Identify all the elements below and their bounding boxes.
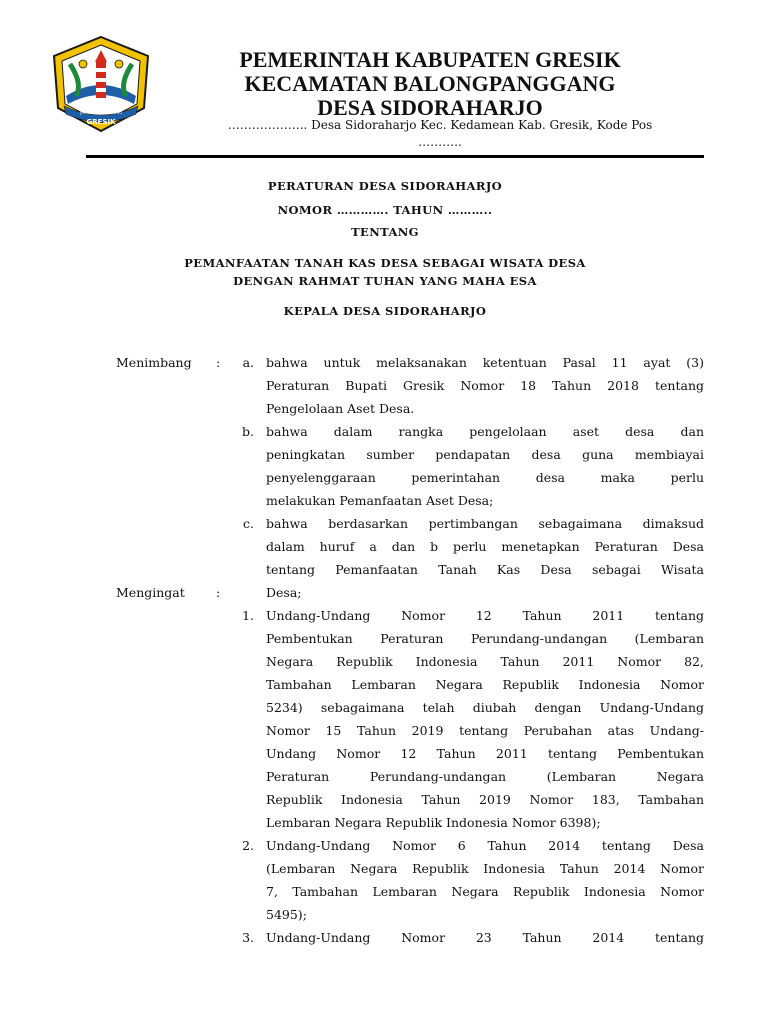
regulation-invocation: DENGAN RAHMAT TUHAN YANG MAHA ESA (233, 274, 537, 288)
menimbang-item-b-marker: b. (242, 424, 254, 439)
menimbang-item-a-line: Peraturan Bupati Gresik Nomor 18 Tahun 2018 tentang (266, 378, 704, 393)
mengingat-item-1-line: Nomor 15 Tahun 2019 tentang Perubahan atas Undang- (266, 723, 704, 738)
mengingat-item-1-line: Republik Indonesia Tahun 2019 Nomor 183, Tambahan (266, 792, 704, 807)
mengingat-item-1-line: Undang-Undang Nomor 12 Tahun 2011 tentang (266, 608, 704, 623)
mengingat-item-2-marker: 2. (242, 838, 254, 853)
header-address-line2: ……….. (418, 135, 462, 149)
mengingat-item-1-line: Negara Republik Indonesia Tahun 2011 Nomor 82, (266, 654, 704, 669)
menimbang-item-a-line: bahwa untuk melaksanakan ketentuan Pasal 11 ayat (3) (266, 355, 704, 370)
menimbang-item-b-line: peningkatan sumber pendapatan desa guna membiayai (266, 447, 704, 462)
menimbang-item-c-line: Desa; (266, 585, 302, 600)
header-address-line1: ……………….. Desa Sidoraharjo Kec. Kedamean Kab. Gresik, Kode Pos (227, 118, 653, 132)
regulation-number: NOMOR …………. TAHUN ……….. (277, 203, 493, 217)
mengingat-item-1-line: Lembaran Negara Republik Indonesia Nomor 6398); (266, 815, 601, 830)
regulation-authority: KEPALA DESA SIDORAHARJO (283, 304, 487, 318)
mengingat-item-1-line: 5234) sebagaimana telah diubah dengan Undang-Undang (266, 700, 704, 715)
mengingat-label: Mengingat (116, 585, 185, 600)
regulation-title: PERATURAN DESA SIDORAHARJO (267, 179, 503, 193)
menimbang-item-b-line: penyelenggaraan pemerintahan desa maka perlu (266, 470, 704, 485)
menimbang-item-a-marker: a. (242, 355, 254, 370)
header-village: DESA SIDORAHARJO (317, 95, 543, 120)
menimbang-item-b-line: bahwa dalam rangka pengelolaan aset desa dan (266, 424, 704, 439)
menimbang-item-c-line: tentang Pemanfaatan Tanah Kas Desa sebagai Wisata (266, 562, 704, 577)
regulation-tentang: TENTANG (351, 225, 419, 239)
mengingat-item-2-line: Undang-Undang Nomor 6 Tahun 2014 tentang Desa (266, 838, 704, 853)
menimbang-item-c-line: dalam huruf a dan b perlu menetapkan Peraturan Desa (266, 539, 704, 554)
seal-name-text: GRESIK (86, 118, 116, 126)
menimbang-item-c-line: bahwa berdasarkan pertimbangan sebagaimana dimaksud (266, 516, 704, 531)
menimbang-colon: : (216, 355, 221, 370)
mengingat-item-2-line: 7, Tambahan Lembaran Negara Republik Indonesia Nomor (266, 884, 704, 899)
seal-motto-text: JAYA SATRIA BESTARI (80, 110, 122, 115)
menimbang-item-a-line: Pengelolaan Aset Desa. (266, 401, 415, 416)
header-government: PEMERINTAH KABUPATEN GRESIK (239, 47, 621, 72)
header-divider (86, 155, 704, 158)
menimbang-item-c-marker: c. (243, 516, 254, 531)
mengingat-item-1-line: Tambahan Lembaran Negara Republik Indonesia Nomor (266, 677, 704, 692)
menimbang-label: Menimbang (116, 355, 192, 370)
mengingat-item-2-line: (Lembaran Negara Republik Indonesia Tahun 2014 Nomor (266, 861, 704, 876)
gresik-seal-logo (48, 34, 154, 134)
regulation-subject: PEMANFAATAN TANAH KAS DESA SEBAGAI WISATA DESA (184, 256, 586, 270)
mengingat-colon: : (216, 585, 221, 600)
mengingat-item-1-line: Undang Nomor 12 Tahun 2011 tentang Pembentukan (266, 746, 704, 761)
mengingat-item-1-line: Pembentukan Peraturan Perundang-undangan (Lembaran (266, 631, 704, 646)
menimbang-item-b-line: melakukan Pemanfaatan Aset Desa; (266, 493, 494, 508)
mengingat-item-3-marker: 3. (242, 930, 254, 945)
header-district: KECAMATAN BALONGPANGGANG (244, 71, 616, 96)
mengingat-item-1-marker: 1. (242, 608, 254, 623)
mengingat-item-3-line: Undang-Undang Nomor 23 Tahun 2014 tentang (266, 930, 704, 945)
mengingat-item-2-line: 5495); (266, 907, 307, 922)
mengingat-item-1-line: Peraturan Perundang-undangan (Lembaran Negara (266, 769, 704, 784)
